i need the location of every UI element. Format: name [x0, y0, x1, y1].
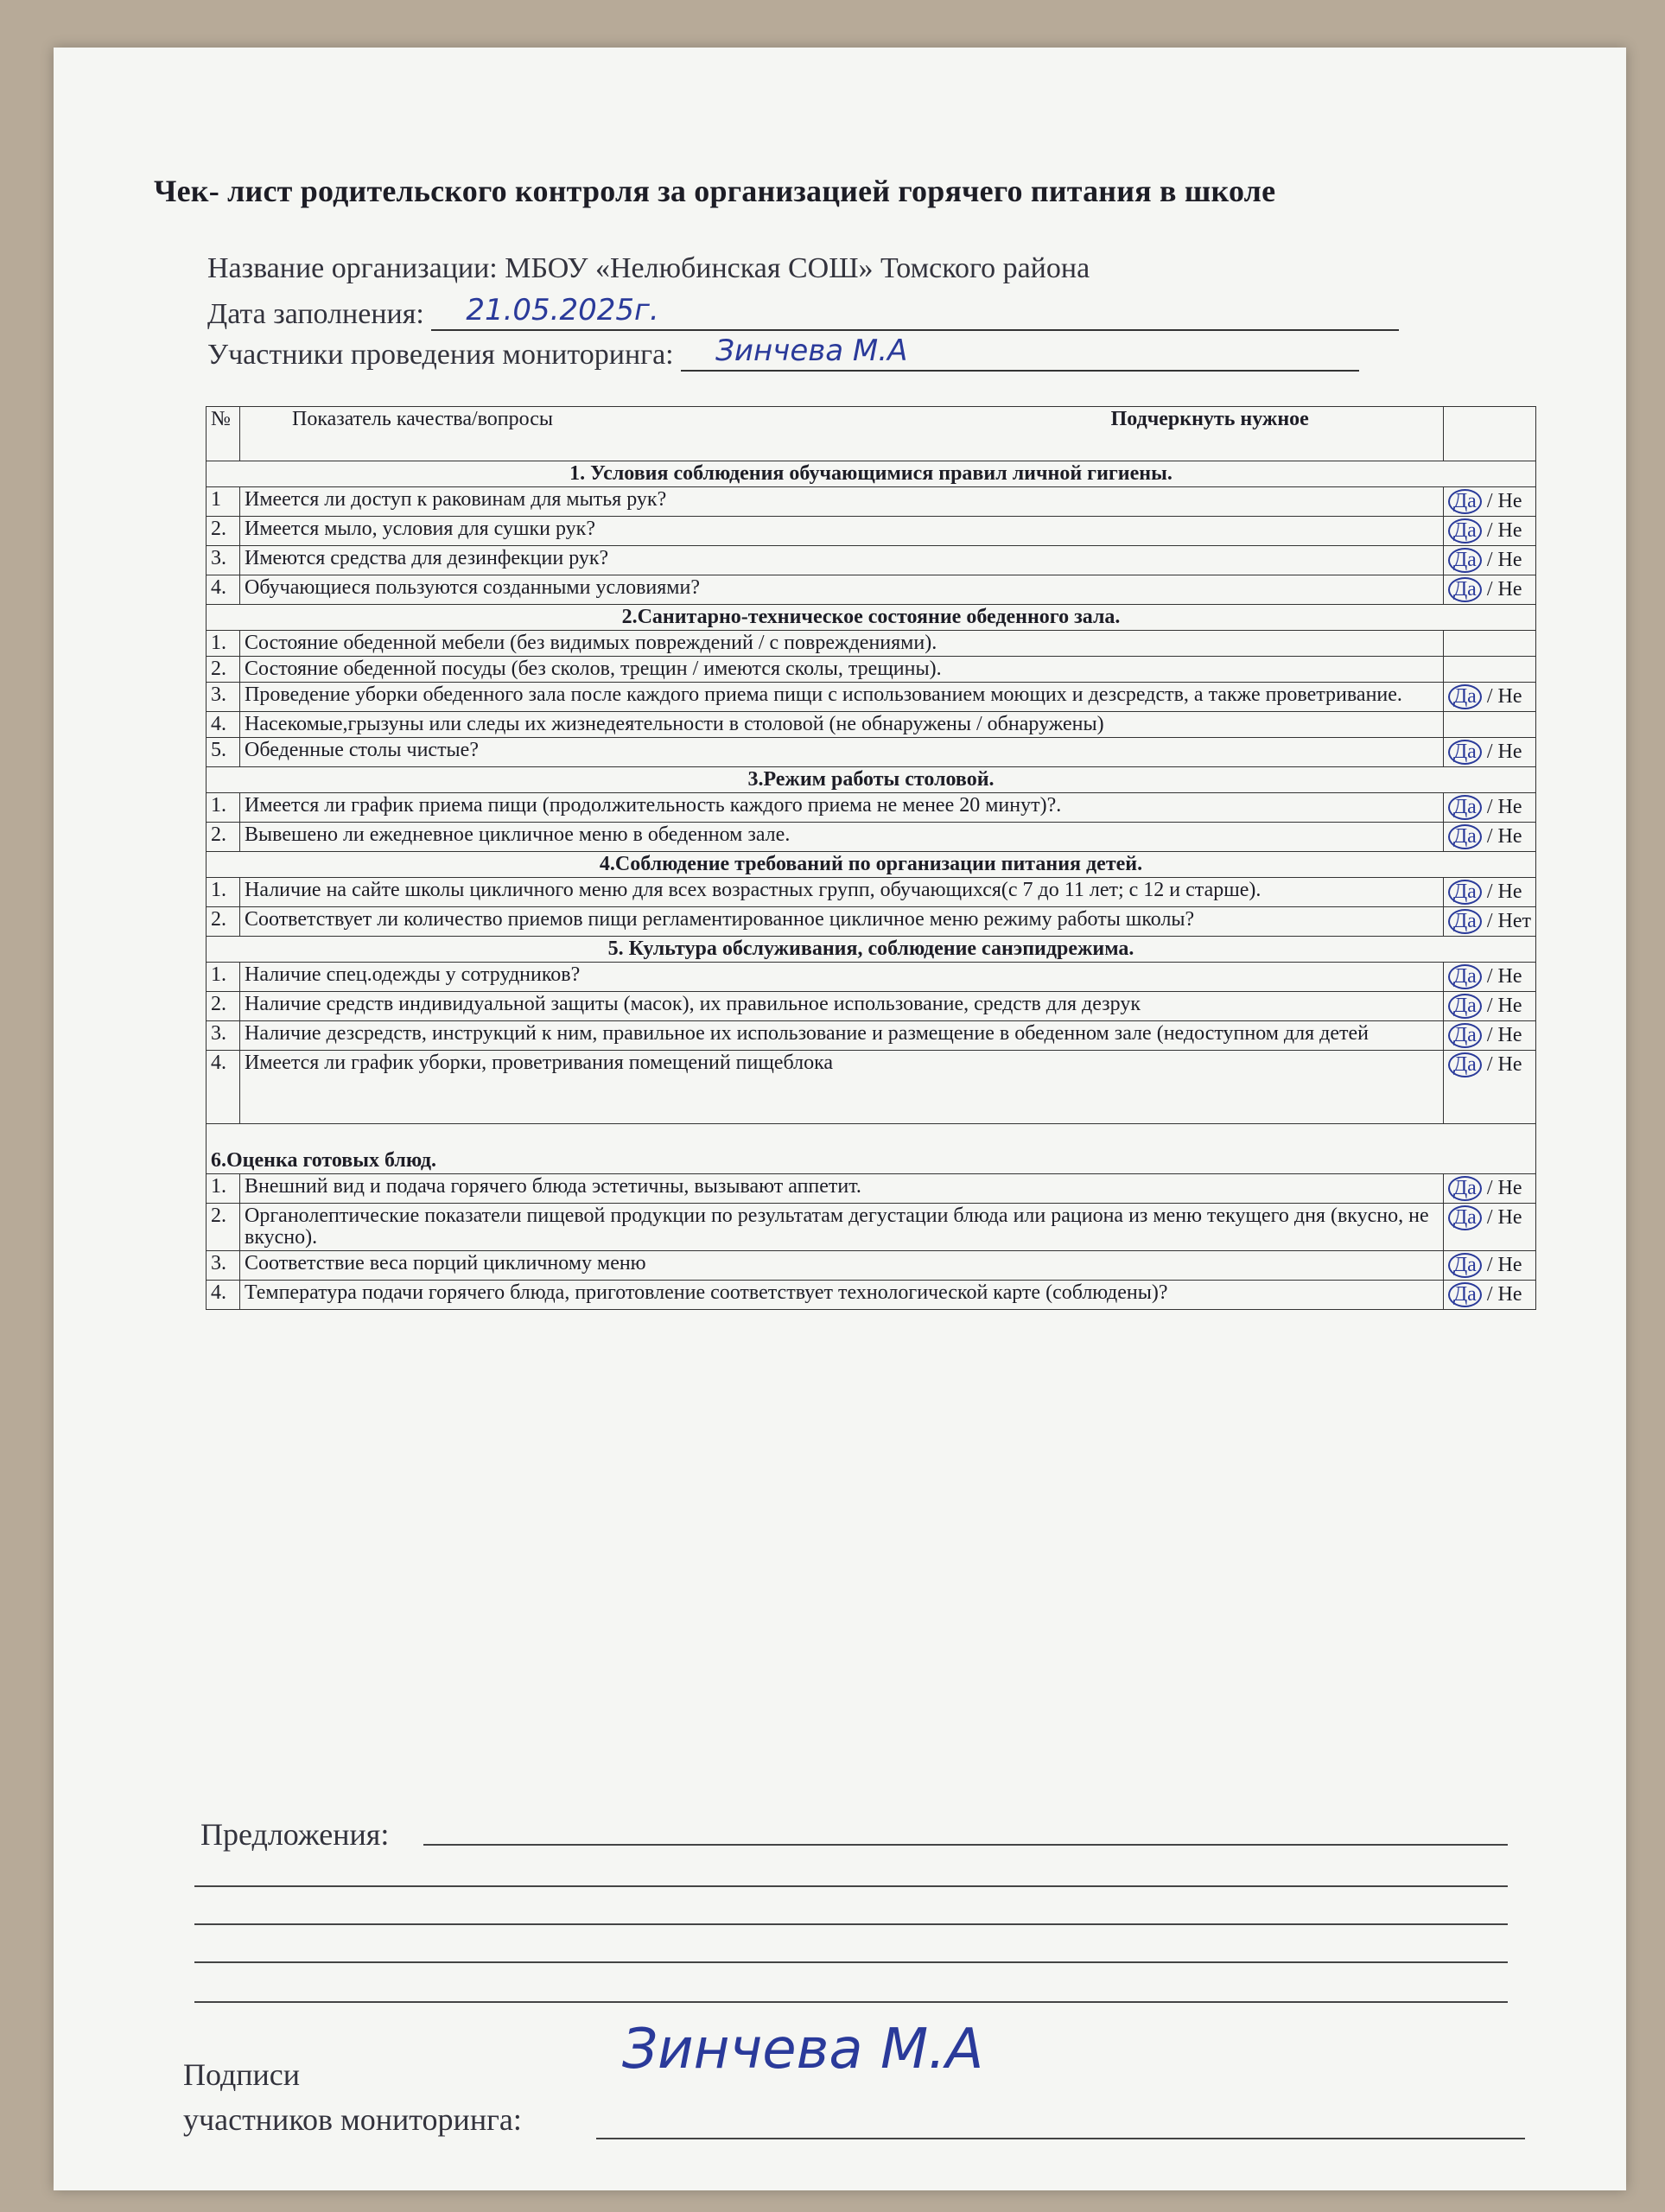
row-question: Наличие дезсредств, инструкций к ним, правильное их использование и размещение в обеденном зале (недоступном для детей [240, 1021, 1444, 1051]
table-row [207, 907, 1536, 937]
answer-separator: / [1481, 519, 1498, 542]
table-row [207, 1251, 1536, 1281]
row-answer[interactable] [1443, 631, 1535, 657]
answer-separator: / [1481, 880, 1498, 903]
row-answer[interactable] [1443, 657, 1535, 683]
row-question: Температура подачи горячего блюда, приготовление соответствует технологической карте (соблюдены)? [240, 1281, 1444, 1310]
answer-no[interactable]: Не [1497, 578, 1522, 601]
answer-separator: / [1481, 910, 1498, 932]
answer-no[interactable]: Не [1497, 1024, 1522, 1046]
answer-yes-circled[interactable]: Да [1448, 518, 1482, 543]
row-answer[interactable] [1443, 1204, 1535, 1251]
table-row [207, 1021, 1536, 1051]
section-title-row [207, 852, 1536, 878]
proposals-line-5[interactable] [194, 2001, 1508, 2003]
row-answer[interactable] [1443, 878, 1535, 907]
table-row [207, 575, 1536, 605]
row-number: 1. [207, 793, 240, 823]
row-number: 2. [207, 907, 240, 937]
proposals-line-1[interactable] [423, 1844, 1508, 1846]
row-number: 2. [207, 823, 240, 852]
row-question: Наличие спец.одежды у сотрудников? [240, 963, 1444, 992]
answer-yes-circled[interactable]: Да [1448, 880, 1482, 905]
date-line [207, 293, 1399, 331]
answer-yes-circled[interactable]: Да [1448, 795, 1482, 820]
answer-no[interactable]: Не [1497, 796, 1522, 818]
table-row [207, 683, 1536, 712]
answer-yes-circled[interactable]: Да [1448, 909, 1482, 934]
row-question: Имеется мыло, условия для сушки рук? [240, 517, 1444, 546]
answer-separator: / [1481, 549, 1498, 571]
answer-no[interactable]: Не [1497, 880, 1522, 903]
signatures-label-2: участников мониторинга: [183, 2102, 522, 2137]
answer-yes-circled[interactable]: Да [1448, 684, 1482, 709]
answer-separator: / [1481, 578, 1498, 601]
row-answer[interactable] [1443, 546, 1535, 575]
header-answer [1443, 407, 1535, 461]
answer-yes-circled[interactable]: Да [1448, 824, 1482, 849]
page-title: Чек- лист родительского контроля за организацией горячего питания в школе [154, 174, 1276, 208]
answer-separator: / [1481, 1206, 1498, 1229]
row-answer[interactable] [1443, 1251, 1535, 1281]
answer-separator: / [1481, 1053, 1498, 1076]
row-number: 2. [207, 1204, 240, 1251]
answer-no[interactable]: Не [1497, 965, 1522, 988]
row-answer[interactable] [1443, 575, 1535, 605]
answer-yes-circled[interactable]: Да [1448, 1052, 1482, 1077]
date-value: 21.05.2025г. [466, 293, 659, 327]
participants-label: Участники проведения мониторинга: [207, 339, 674, 371]
table-row [207, 823, 1536, 852]
row-number: 4. [207, 1051, 240, 1124]
checklist-table [206, 406, 1536, 1310]
answer-no[interactable]: Не [1497, 1206, 1522, 1229]
row-number: 4. [207, 712, 240, 738]
row-question: Вывешено ли ежедневное цикличное меню в обеденном зале. [240, 823, 1444, 852]
row-number: 1. [207, 878, 240, 907]
row-question: Имеется ли график уборки, проветривания помещений пищеблока [240, 1051, 1444, 1124]
table-row [207, 487, 1536, 517]
row-question: Состояние обеденной мебели (без видимых повреждений / с повреждениями). [240, 631, 1444, 657]
header-mark-label: Подчеркнуть нужное [1110, 408, 1309, 430]
answer-no[interactable]: Не [1497, 1053, 1522, 1076]
answer-yes-circled[interactable]: Да [1448, 1023, 1482, 1048]
proposals-line-3[interactable] [194, 1923, 1508, 1925]
answer-separator: / [1481, 1283, 1498, 1306]
table-row [207, 517, 1536, 546]
section-title: 6.Оценка готовых блюд. [207, 1124, 1536, 1174]
table-row [207, 657, 1536, 683]
row-number: 5. [207, 738, 240, 767]
answer-yes-circled[interactable]: Да [1448, 1253, 1482, 1278]
row-number: 1 [207, 487, 240, 517]
signatures-label-1: Подписи [183, 2057, 301, 2092]
header-num: № [207, 407, 240, 461]
row-answer[interactable] [1443, 907, 1535, 937]
row-question: Органолептические показатели пищевой продукции по результатам дегустации блюда или рациона из меню текущего дня (вкусно, не вкусно). [240, 1204, 1444, 1251]
participants-field[interactable] [681, 334, 1359, 372]
table-row [207, 878, 1536, 907]
participants-line [207, 334, 1359, 372]
row-number: 1. [207, 1174, 240, 1204]
signature-handwritten: Зинчева М.А [622, 2018, 984, 2082]
answer-separator: / [1481, 1024, 1498, 1046]
section-title-row [207, 937, 1536, 963]
row-question: Состояние обеденной посуды (без сколов, трещин / имеются сколы, трещины). [240, 657, 1444, 683]
date-field[interactable] [431, 293, 1399, 331]
row-number: 3. [207, 1251, 240, 1281]
row-answer[interactable] [1443, 1281, 1535, 1310]
answer-yes-circled[interactable]: Да [1448, 1205, 1482, 1230]
answer-separator: / [1481, 1254, 1498, 1276]
row-question: Соответствует ли количество приемов пищи регламентированное цикличное меню режиму работы школы? [240, 907, 1444, 937]
row-answer[interactable] [1443, 712, 1535, 738]
answer-yes-circled[interactable]: Да [1448, 994, 1482, 1019]
table-row [207, 738, 1536, 767]
section-title: 2.Санитарно-техническое состояние обеденного зала. [207, 605, 1536, 631]
answer-separator: / [1481, 1177, 1498, 1199]
proposals-line-2[interactable] [194, 1885, 1508, 1887]
table-row [207, 1174, 1536, 1204]
answer-yes-circled[interactable]: Да [1448, 740, 1482, 765]
answer-separator: / [1481, 741, 1498, 763]
answer-no[interactable]: Не [1497, 1177, 1522, 1199]
row-number: 2. [207, 657, 240, 683]
row-answer[interactable] [1443, 823, 1535, 852]
section-title-row [207, 1124, 1536, 1174]
answer-separator: / [1481, 490, 1498, 512]
row-answer[interactable] [1443, 517, 1535, 546]
row-answer[interactable] [1443, 1174, 1535, 1204]
answer-no[interactable]: Нет [1497, 910, 1531, 932]
table-row [207, 793, 1536, 823]
answer-no[interactable]: Не [1497, 825, 1522, 848]
answer-separator: / [1481, 965, 1498, 988]
section-title-row [207, 767, 1536, 793]
row-answer[interactable] [1443, 683, 1535, 712]
table-row [207, 1204, 1536, 1251]
row-answer[interactable] [1443, 1021, 1535, 1051]
row-number: 1. [207, 963, 240, 992]
row-question: Наличие средств индивидуальной защиты (масок), их правильное использование, средств для дезрук [240, 992, 1444, 1021]
row-number: 2. [207, 517, 240, 546]
section-title: 3.Режим работы столовой. [207, 767, 1536, 793]
row-question: Внешний вид и подача горячего блюда эстетичны, вызывают аппетит. [240, 1174, 1444, 1204]
org-line [207, 252, 1090, 285]
section-title: 4.Соблюдение требований по организации питания детей. [207, 852, 1536, 878]
answer-no[interactable]: Не [1497, 490, 1522, 512]
table-row [207, 963, 1536, 992]
row-question: Имеется ли график приема пищи (продолжительность каждого приема не менее 20 минут)?. [240, 793, 1444, 823]
answer-separator: / [1481, 825, 1498, 848]
answer-no[interactable]: Не [1497, 1283, 1522, 1306]
row-question: Обучающиеся пользуются созданными условиями? [240, 575, 1444, 605]
proposals-label: Предложения: [200, 1817, 390, 1852]
participants-value: Зинчева М.А [715, 334, 908, 368]
section-title-row [207, 461, 1536, 487]
row-number: 3. [207, 683, 240, 712]
answer-yes-circled[interactable]: Да [1448, 1282, 1482, 1307]
row-answer[interactable] [1443, 793, 1535, 823]
row-answer[interactable] [1443, 1051, 1535, 1124]
row-number: 3. [207, 1021, 240, 1051]
table-row [207, 1281, 1536, 1310]
answer-yes-circled[interactable]: Да [1448, 577, 1482, 602]
row-answer[interactable] [1443, 487, 1535, 517]
table-header-row [207, 407, 1536, 461]
answer-separator: / [1481, 796, 1498, 818]
row-question: Соответствие веса порций цикличному меню [240, 1251, 1444, 1281]
section-title: 5. Культура обслуживания, соблюдение санэпидрежима. [207, 937, 1536, 963]
answer-no[interactable]: Не [1497, 1254, 1522, 1276]
answer-separator: / [1481, 685, 1498, 708]
signature-line[interactable] [596, 2138, 1525, 2139]
header-indicator [240, 407, 1444, 461]
table-row [207, 992, 1536, 1021]
row-question: Проведение уборки обеденного зала после каждого приема пищи с использованием моющих и дезсредств, а также проветривание. [240, 683, 1444, 712]
row-number: 1. [207, 631, 240, 657]
answer-yes-circled[interactable]: Да [1448, 1176, 1482, 1201]
table-row [207, 546, 1536, 575]
row-number: 4. [207, 1281, 240, 1310]
answer-no[interactable]: Не [1497, 741, 1522, 763]
row-question: Имеются средства для дезинфекции рук? [240, 546, 1444, 575]
row-answer[interactable] [1443, 738, 1535, 767]
answer-yes-circled[interactable]: Да [1448, 964, 1482, 989]
answer-no[interactable]: Не [1497, 519, 1522, 542]
table-row [207, 1051, 1536, 1124]
row-question: Обеденные столы чистые? [240, 738, 1444, 767]
answer-no[interactable]: Не [1497, 685, 1522, 708]
row-question: Наличие на сайте школы цикличного меню для всех возрастных групп, обучающихся(с 7 до 11 лет; с 12 и старше). [240, 878, 1444, 907]
row-question: Насекомые,грызуны или следы их жизнедеятельности в столовой (не обнаружены / обнаружены) [240, 712, 1444, 738]
answer-no[interactable]: Не [1497, 549, 1522, 571]
date-label: Дата заполнения: [207, 298, 424, 330]
header-indicator-label: Показатель качества/вопросы [292, 408, 554, 430]
row-answer[interactable] [1443, 992, 1535, 1021]
section-title: 1. Условия соблюдения обучающимися правил личной гигиены. [207, 461, 1536, 487]
org-label: Название организации: [207, 252, 498, 284]
row-number: 2. [207, 992, 240, 1021]
row-number: 3. [207, 546, 240, 575]
row-answer[interactable] [1443, 963, 1535, 992]
table-row [207, 631, 1536, 657]
org-value: МБОУ «Нелюбинская СОШ» Томского района [505, 252, 1090, 284]
answer-no[interactable]: Не [1497, 995, 1522, 1017]
answer-separator: / [1481, 995, 1498, 1017]
answer-yes-circled[interactable]: Да [1448, 548, 1482, 573]
section-title-row [207, 605, 1536, 631]
table-row [207, 712, 1536, 738]
answer-yes-circled[interactable]: Да [1448, 489, 1482, 514]
row-question: Имеется ли доступ к раковинам для мытья рук? [240, 487, 1444, 517]
row-number: 4. [207, 575, 240, 605]
proposals-line-4[interactable] [194, 1961, 1508, 1963]
